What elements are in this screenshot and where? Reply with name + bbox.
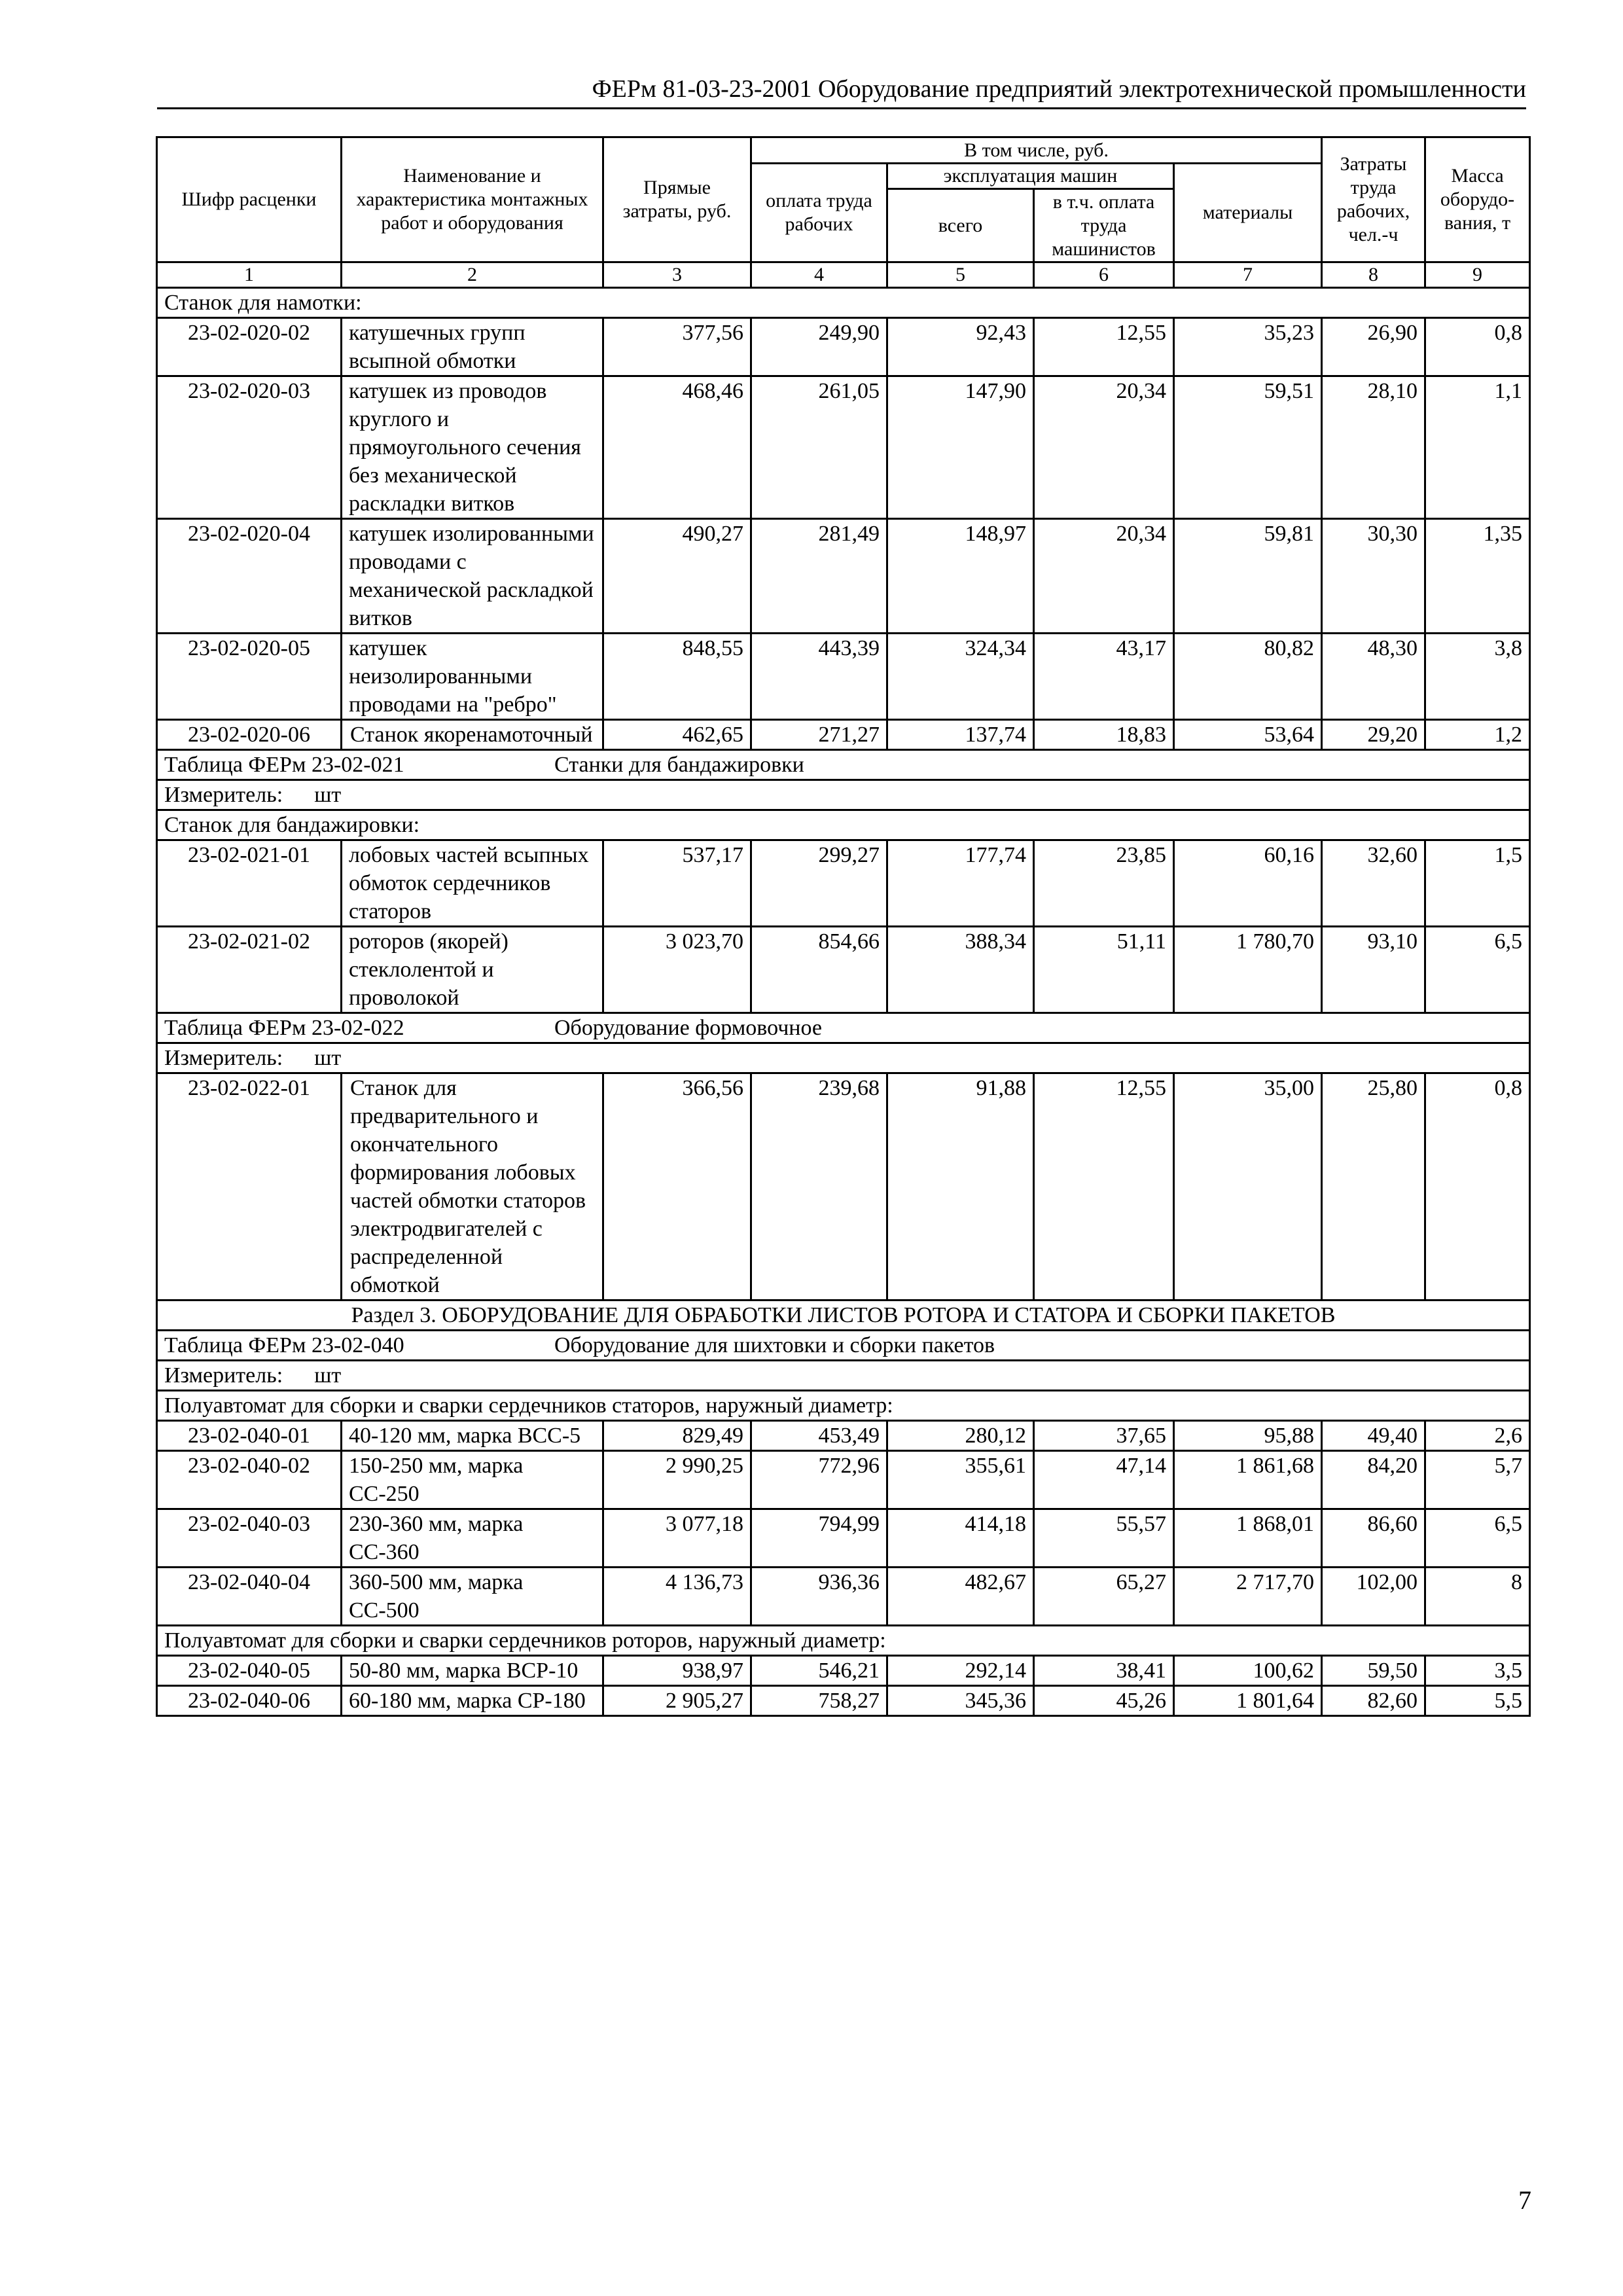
equipment-mass: 1,2 (1425, 720, 1530, 750)
col-header-machines: эксплуатация машин (887, 164, 1174, 189)
machines-labor: 23,85 (1034, 840, 1174, 927)
direct-cost: 2 905,27 (603, 1686, 751, 1716)
machines-total: 355,61 (887, 1451, 1034, 1509)
work-name: катушечных групп всыпной обмотки (342, 318, 603, 376)
labor-pay: 299,27 (751, 840, 887, 927)
materials-cost: 2 717,70 (1174, 1568, 1322, 1626)
equipment-mass: 8 (1425, 1568, 1530, 1626)
equipment-mass: 6,5 (1425, 927, 1530, 1013)
table-row (157, 1451, 1530, 1509)
rate-code: 23-02-021-02 (157, 927, 342, 1013)
labor-hours: 86,60 (1322, 1509, 1425, 1568)
measure-label: Измеритель: (164, 1363, 283, 1388)
equipment-mass: 5,5 (1425, 1686, 1530, 1716)
page-number: 7 (1518, 2185, 1531, 2215)
equipment-mass: 5,7 (1425, 1451, 1530, 1509)
table-row (157, 720, 1530, 750)
materials-cost: 1 780,70 (1174, 927, 1322, 1013)
labor-pay: 453,49 (751, 1421, 887, 1451)
machines-labor: 12,55 (1034, 318, 1174, 376)
materials-cost: 1 868,01 (1174, 1509, 1322, 1568)
rate-code: 23-02-020-06 (157, 720, 342, 750)
equipment-mass: 0,8 (1425, 1073, 1530, 1300)
labor-pay: 794,99 (751, 1509, 887, 1568)
work-name: 360-500 мм, марка СС-500 (342, 1568, 603, 1626)
rates-table (156, 136, 1531, 1717)
labor-hours: 30,30 (1322, 519, 1425, 634)
materials-cost: 1 801,64 (1174, 1686, 1322, 1716)
machines-total: 345,36 (887, 1686, 1034, 1716)
table-row (157, 634, 1530, 720)
table-row (157, 840, 1530, 927)
work-name: Станок для предварительного и окончательного формирования лобовых частей обмотки статоров электродвигателей с распределенной обмоткой (342, 1073, 603, 1300)
table-name: Оборудование формовочное (554, 1016, 823, 1040)
measure-unit: шт (314, 783, 342, 807)
col-number: 8 (1322, 262, 1425, 288)
direct-cost: 537,17 (603, 840, 751, 927)
machines-total: 148,97 (887, 519, 1034, 634)
machines-labor: 45,26 (1034, 1686, 1174, 1716)
equipment-mass: 6,5 (1425, 1509, 1530, 1568)
direct-cost: 3 077,18 (603, 1509, 751, 1568)
rate-code: 23-02-022-01 (157, 1073, 342, 1300)
table-row (157, 1656, 1530, 1686)
labor-hours: 25,80 (1322, 1073, 1425, 1300)
machines-labor: 12,55 (1034, 1073, 1174, 1300)
machines-labor: 18,83 (1034, 720, 1174, 750)
group-title: Полуавтомат для сборки и сварки сердечников статоров, наружный диаметр: (157, 1391, 1530, 1421)
materials-cost: 60,16 (1174, 840, 1322, 927)
labor-hours: 28,10 (1322, 376, 1425, 519)
rate-code: 23-02-021-01 (157, 840, 342, 927)
rate-code: 23-02-040-06 (157, 1686, 342, 1716)
equipment-mass: 1,35 (1425, 519, 1530, 634)
equipment-mass: 3,8 (1425, 634, 1530, 720)
table-title (157, 1013, 1530, 1043)
table-row (157, 1073, 1530, 1300)
col-number: 4 (751, 262, 887, 288)
col-number: 2 (342, 262, 603, 288)
rate-code: 23-02-040-03 (157, 1509, 342, 1568)
equipment-mass: 0,8 (1425, 318, 1530, 376)
table-row (157, 1421, 1530, 1451)
machines-total: 91,88 (887, 1073, 1034, 1300)
table-code: Таблица ФЕРм 23-02-022 (164, 1016, 404, 1040)
col-header-name: Наименование и характеристика монтажных работ и оборудования (342, 137, 603, 262)
materials-cost: 100,62 (1174, 1656, 1322, 1686)
labor-hours: 82,60 (1322, 1686, 1425, 1716)
table-code: Таблица ФЕРм 23-02-021 (164, 753, 404, 777)
table-row (157, 1568, 1530, 1626)
materials-cost: 59,51 (1174, 376, 1322, 519)
machines-labor: 43,17 (1034, 634, 1174, 720)
labor-pay: 249,90 (751, 318, 887, 376)
col-number: 5 (887, 262, 1034, 288)
group-title: Станок для намотки: (157, 288, 1530, 318)
rate-code: 23-02-020-03 (157, 376, 342, 519)
work-name: катушек изолированными проводами с механической раскладкой витков (342, 519, 603, 634)
work-name: лобовых частей всыпных обмоток сердечников статоров (342, 840, 603, 927)
machines-total: 482,67 (887, 1568, 1034, 1626)
labor-pay: 854,66 (751, 927, 887, 1013)
work-name: 230-360 мм, марка СС-360 (342, 1509, 603, 1568)
work-name: 40-120 мм, марка ВСС-5 (342, 1421, 603, 1451)
labor-pay: 239,68 (751, 1073, 887, 1300)
table-name: Оборудование для шихтовки и сборки пакетов (554, 1333, 995, 1357)
table-title (157, 750, 1530, 780)
labor-hours: 49,40 (1322, 1421, 1425, 1451)
machines-labor: 51,11 (1034, 927, 1174, 1013)
col-number: 3 (603, 262, 751, 288)
col-header-code: Шифр расценки (157, 137, 342, 262)
group-title: Полуавтомат для сборки и сварки сердечников роторов, наружный диаметр: (157, 1626, 1530, 1656)
work-name: 50-80 мм, марка ВСР-10 (342, 1656, 603, 1686)
machines-labor: 47,14 (1034, 1451, 1174, 1509)
machines-total: 388,34 (887, 927, 1034, 1013)
machines-total: 280,12 (887, 1421, 1034, 1451)
direct-cost: 4 136,73 (603, 1568, 751, 1626)
labor-hours: 93,10 (1322, 927, 1425, 1013)
labor-hours: 102,00 (1322, 1568, 1425, 1626)
direct-cost: 2 990,25 (603, 1451, 751, 1509)
materials-cost: 53,64 (1174, 720, 1322, 750)
measure-unit: шт (314, 1046, 342, 1070)
col-header-machines-incl: в т.ч. оплата труда машинистов (1034, 189, 1174, 262)
equipment-mass: 1,1 (1425, 376, 1530, 519)
work-name: Станок якоренамоточный (342, 720, 603, 750)
direct-cost: 366,56 (603, 1073, 751, 1300)
equipment-mass: 3,5 (1425, 1656, 1530, 1686)
table-title (157, 1331, 1530, 1361)
col-header-materials: материалы (1174, 164, 1322, 262)
labor-hours: 59,50 (1322, 1656, 1425, 1686)
materials-cost: 80,82 (1174, 634, 1322, 720)
rate-code: 23-02-040-05 (157, 1656, 342, 1686)
labor-pay: 261,05 (751, 376, 887, 519)
machines-total: 92,43 (887, 318, 1034, 376)
materials-cost: 59,81 (1174, 519, 1322, 634)
labor-pay: 546,21 (751, 1656, 887, 1686)
work-name: роторов (якорей) стеклолентой и проволокой (342, 927, 603, 1013)
direct-cost: 377,56 (603, 318, 751, 376)
table-row (157, 376, 1530, 519)
measure-label: Измеритель: (164, 783, 283, 807)
labor-hours: 32,60 (1322, 840, 1425, 927)
machines-labor: 37,65 (1034, 1421, 1174, 1451)
table-name: Станки для бандажировки (554, 753, 804, 777)
rate-code: 23-02-040-04 (157, 1568, 342, 1626)
col-header-machines-total: всего (887, 189, 1034, 262)
table-code: Таблица ФЕРм 23-02-040 (164, 1333, 404, 1357)
materials-cost: 95,88 (1174, 1421, 1322, 1451)
table-row (157, 1686, 1530, 1716)
work-name: 150-250 мм, марка СС-250 (342, 1451, 603, 1509)
measure-unit: шт (314, 1363, 342, 1388)
col-number: 7 (1174, 262, 1322, 288)
labor-hours: 29,20 (1322, 720, 1425, 750)
materials-cost: 35,23 (1174, 318, 1322, 376)
col-number: 6 (1034, 262, 1174, 288)
measure-row (157, 780, 1530, 810)
table-row (157, 519, 1530, 634)
labor-pay: 758,27 (751, 1686, 887, 1716)
work-name: 60-180 мм, марка СР-180 (342, 1686, 603, 1716)
machines-total: 137,74 (887, 720, 1034, 750)
machines-labor: 38,41 (1034, 1656, 1174, 1686)
table-row (157, 318, 1530, 376)
rate-code: 23-02-040-02 (157, 1451, 342, 1509)
col-header-labor-pay: оплата труда рабочих (751, 164, 887, 262)
materials-cost: 35,00 (1174, 1073, 1322, 1300)
direct-cost: 3 023,70 (603, 927, 751, 1013)
machines-total: 177,74 (887, 840, 1034, 927)
table-row (157, 927, 1530, 1013)
work-name: катушек неизолированными проводами на "ребро" (342, 634, 603, 720)
labor-hours: 48,30 (1322, 634, 1425, 720)
measure-row (157, 1361, 1530, 1391)
section-title: Раздел 3. ОБОРУДОВАНИЕ ДЛЯ ОБРАБОТКИ ЛИСТОВ РОТОРА И СТАТОРА И СБОРКИ ПАКЕТОВ (157, 1300, 1530, 1331)
labor-pay: 772,96 (751, 1451, 887, 1509)
direct-cost: 490,27 (603, 519, 751, 634)
direct-cost: 462,65 (603, 720, 751, 750)
machines-labor: 20,34 (1034, 519, 1174, 634)
equipment-mass: 2,6 (1425, 1421, 1530, 1451)
machines-total: 292,14 (887, 1656, 1034, 1686)
materials-cost: 1 861,68 (1174, 1451, 1322, 1509)
col-number: 9 (1425, 262, 1530, 288)
direct-cost: 468,46 (603, 376, 751, 519)
labor-hours: 26,90 (1322, 318, 1425, 376)
machines-total: 147,90 (887, 376, 1034, 519)
labor-hours: 84,20 (1322, 1451, 1425, 1509)
direct-cost: 938,97 (603, 1656, 751, 1686)
col-number: 1 (157, 262, 342, 288)
rate-code: 23-02-020-02 (157, 318, 342, 376)
rate-code: 23-02-040-01 (157, 1421, 342, 1451)
group-title: Станок для бандажировки: (157, 810, 1530, 840)
equipment-mass: 1,5 (1425, 840, 1530, 927)
work-name: катушек из проводов круглого и прямоугольного сечения без механической раскладки витков (342, 376, 603, 519)
machines-total: 324,34 (887, 634, 1034, 720)
running-header: ФЕРм 81-03-23-2001 Оборудование предприятий электротехнической промышленности (157, 73, 1526, 109)
measure-row (157, 1043, 1530, 1073)
labor-pay: 936,36 (751, 1568, 887, 1626)
machines-total: 414,18 (887, 1509, 1034, 1568)
column-numbers-row (157, 262, 1530, 288)
rate-code: 23-02-020-04 (157, 519, 342, 634)
col-header-mass: Масса оборудо-вания, т (1425, 137, 1530, 262)
col-header-direct: Прямые затраты, руб. (603, 137, 751, 262)
col-header-including: В том числе, руб. (751, 137, 1322, 164)
labor-pay: 443,39 (751, 634, 887, 720)
rate-code: 23-02-020-05 (157, 634, 342, 720)
labor-pay: 281,49 (751, 519, 887, 634)
measure-label: Измеритель: (164, 1046, 283, 1070)
labor-pay: 271,27 (751, 720, 887, 750)
direct-cost: 848,55 (603, 634, 751, 720)
direct-cost: 829,49 (603, 1421, 751, 1451)
col-header-labor-hours: Затраты труда рабочих, чел.-ч (1322, 137, 1425, 262)
machines-labor: 55,57 (1034, 1509, 1174, 1568)
machines-labor: 65,27 (1034, 1568, 1174, 1626)
table-row (157, 1509, 1530, 1568)
machines-labor: 20,34 (1034, 376, 1174, 519)
